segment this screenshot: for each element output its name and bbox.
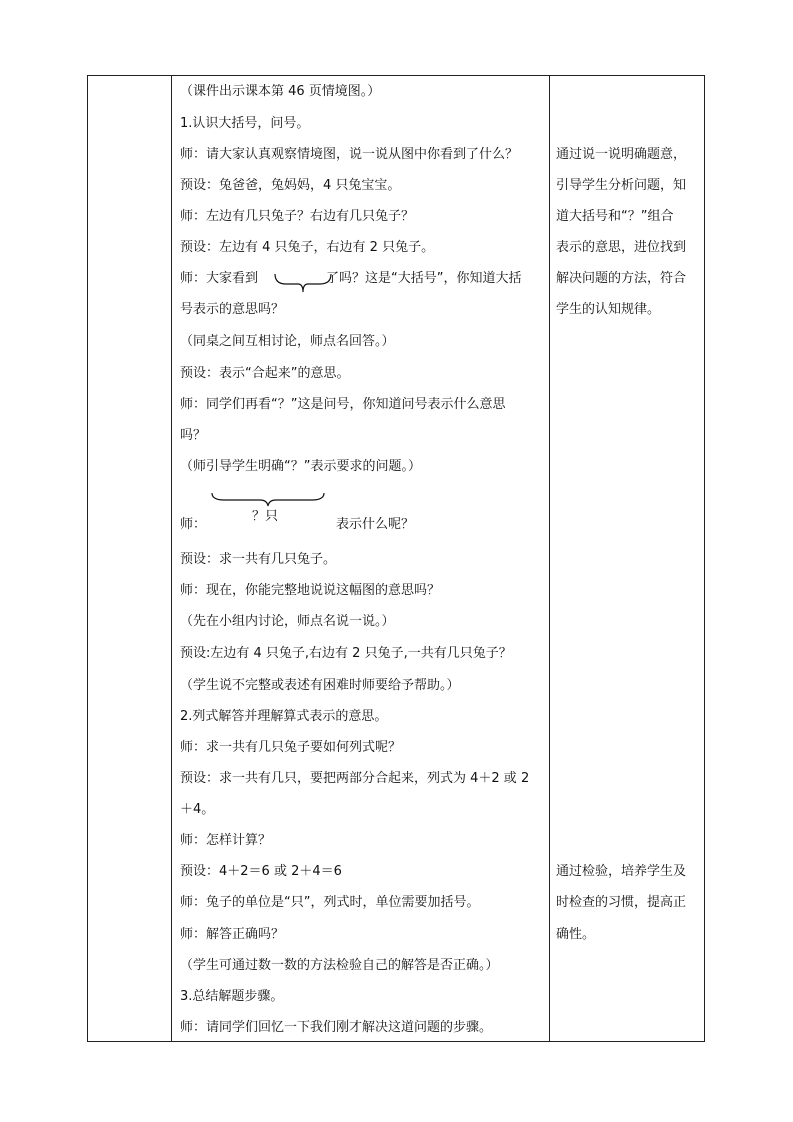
main-line: 号表示的意思吗？: [180, 302, 285, 317]
main-line: 师：左边有几只兔子？右边有几只兔子？: [180, 209, 415, 224]
brace-question-prefix: 师：: [180, 517, 207, 532]
design-note: 时检查的习惯，提高正: [556, 895, 687, 910]
main-line: 师：请大家认真观察情境图，说一说从图中你看到了什么？: [180, 147, 519, 162]
brace-question-suffix: 表示什么呢？: [336, 517, 415, 532]
main-line: 预设：求一共有几只兔子。: [180, 552, 337, 567]
main-line: 预设：求一共有几只，要把两部分合起来，列式为 4＋2 或 2: [180, 771, 530, 786]
main-line: 师：现在，你能完整地说说这幅图的意思吗？: [180, 583, 441, 598]
design-note: 通过说一说明确题意，: [556, 147, 687, 162]
design-note: 通过检验，培养学生及: [556, 864, 687, 879]
section-heading: 1.认识大括号，问号。: [180, 116, 310, 131]
design-note: 道大括号和“？”组合: [556, 209, 674, 224]
design-note: 解决问题的方法，符合: [556, 271, 687, 286]
main-line: 预设:左边有 4 只兔子,右边有 2 只兔子,一共有几只兔子？: [180, 646, 512, 661]
main-line: （先在小组内讨论，师点名说一说。）: [180, 614, 395, 629]
main-line: （同桌之间互相讨论，师点名回答。）: [180, 334, 395, 349]
main-line: （学生可通过数一数的方法检验自己的解答是否正确。）: [180, 958, 499, 973]
design-note: 确性。: [556, 927, 596, 942]
brace-line-prefix: 师：大家看到: [180, 271, 259, 286]
main-line: 预设：4＋2＝6 或 2＋4＝6: [180, 864, 342, 879]
curly-brace-down-icon: [210, 490, 326, 508]
design-note: 引导学生分析问题，知: [556, 178, 687, 193]
main-line: 预设：左边有 4 只兔子，右边有 2 只兔子。: [180, 240, 435, 255]
main-line: 师：求一共有几只兔子要如何列式呢？: [180, 740, 402, 755]
main-line: （学生说不完整或表述有困难时师要给予帮助。）: [180, 678, 460, 693]
main-line: 吗？: [180, 428, 207, 443]
design-note: 表示的意思，进位找到: [556, 240, 687, 255]
column-divider-right: [549, 76, 550, 1041]
main-line: ＋4。: [180, 802, 215, 817]
main-line: 师：同学们再看“？”这是问号，你知道问号表示什么意思: [180, 397, 506, 412]
brace-quantity-label: ？只: [252, 509, 279, 524]
main-line: 预设：表示“合起来”的意思。: [180, 366, 350, 381]
main-line: 师：请同学们回忆一下我们刚才解决这道问题的步骤。: [180, 1020, 493, 1035]
design-note: 学生的认知规律。: [556, 302, 661, 317]
section-heading: 2.列式解答并理解算式表示的意思。: [180, 709, 388, 724]
brace-line-suffix: 了吗？这是“大括号”，你知道大括: [326, 271, 522, 286]
main-line: 预设：兔爸爸，兔妈妈，4 只兔宝宝。: [180, 178, 401, 193]
main-line: 师：解答正确吗？: [180, 927, 285, 942]
main-line: 师：怎样计算？: [180, 833, 272, 848]
section-heading: 3.总结解题步骤。: [180, 989, 284, 1004]
main-line: （师引导学生明确“？”表示要求的问题。）: [180, 459, 421, 474]
main-line: （课件出示课本第 46 页情境图。）: [180, 84, 381, 99]
main-line: 师：兔子的单位是“只”，列式时，单位需要加括号。: [180, 895, 480, 910]
column-divider-left: [171, 76, 172, 1041]
curly-brace-icon: [274, 270, 332, 294]
